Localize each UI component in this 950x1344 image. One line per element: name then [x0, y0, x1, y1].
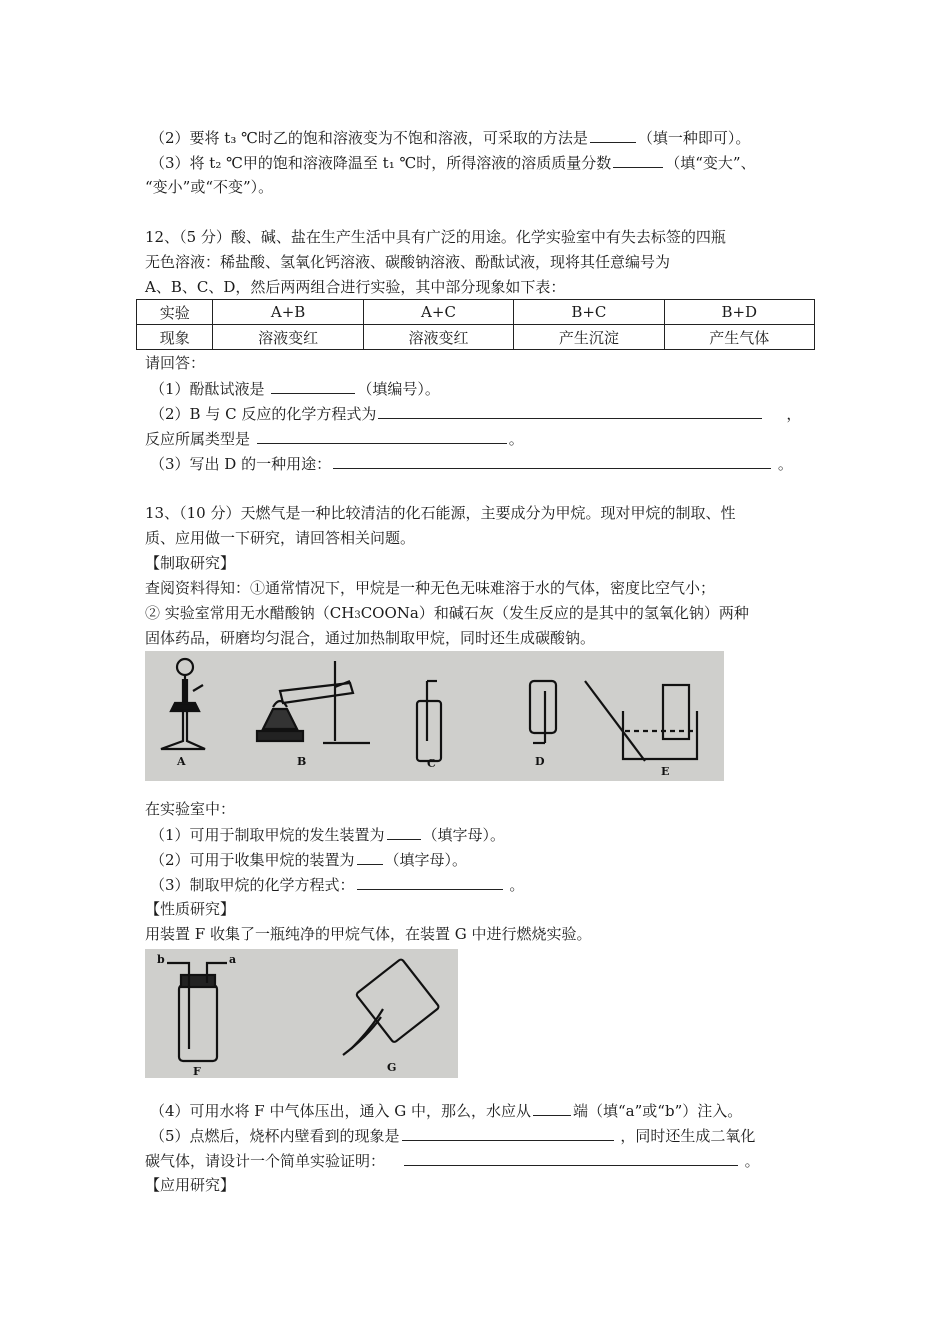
q13-question3: [150, 874, 524, 895]
q13-question2: [150, 849, 467, 870]
q13-question2-text: （2）可用于收集甲烷的装置为: [150, 851, 355, 869]
q13-question5-line2: [145, 1150, 760, 1171]
q13-question1-text: （1）可用于制取甲烷的发生装置为: [150, 826, 385, 844]
q13-intro-line1: 13、（10 分）天燃气是一种比较清洁的化石能源，主要成分为甲烷。现对甲烷的制取、性: [145, 504, 736, 522]
q13-question5-blank[interactable]: [402, 1125, 614, 1141]
q12-intro-line2: 无色溶液：稀盐酸、氢氧化钙溶液、碳酸钠溶液、酚酞试液，现将其任意编号为: [145, 253, 671, 271]
q13-info-line2: [145, 603, 749, 626]
q12-answer1-blank[interactable]: [271, 378, 355, 394]
q13-info-line1: 查阅资料得知：①通常情况下，甲烷是一种无色无味难溶于水的气体，密度比空气小；: [145, 579, 716, 597]
fig1-label-d: D: [535, 755, 545, 768]
fig2-label-g: G: [387, 1061, 397, 1074]
q12-answer2-type-text: 反应所属类型是: [145, 430, 251, 448]
q12-answer2-blank[interactable]: [378, 403, 762, 419]
apparatus-drawing: [145, 651, 724, 781]
q11-part2: [150, 127, 750, 148]
q12-answer1-suffix: （填编号）。: [357, 380, 440, 398]
fig1-label-b: B: [297, 755, 307, 768]
q13-question1-blank[interactable]: [387, 824, 421, 840]
table-row: [137, 325, 815, 350]
q13-lab-heading: 在实验室中：: [145, 800, 236, 818]
q13-question5-suffix: ，同时还生成二氧化: [620, 1127, 756, 1145]
fig2-label-f: F: [193, 1065, 201, 1078]
q13-question4-suffix: 端（填“a”或“b”）注入。: [573, 1102, 743, 1120]
q13-question3-blank[interactable]: [357, 874, 503, 890]
q13-question3-suffix: 。: [509, 876, 525, 894]
q13-question4: [150, 1100, 742, 1121]
table-cell: B+C: [514, 300, 664, 325]
q13-intro-line2: 质、应用做一下研究，请回答相关问题。: [145, 529, 416, 547]
q12-answer2-suffix: ，: [786, 405, 802, 423]
q12-answer1: [150, 378, 440, 399]
table-cell: 溶液变红: [213, 325, 363, 350]
q12-answer3: [150, 453, 793, 474]
q12-answer2-type-suffix: 。: [508, 430, 524, 448]
table-cell: A+B: [213, 300, 363, 325]
apparatus-drawing-fg: [145, 949, 458, 1078]
q12-answer3-text: （3）写出 D 的一种用途：: [150, 455, 332, 473]
q13-question4-blank[interactable]: [533, 1100, 571, 1116]
q13-question2-suffix: （填字母）。: [384, 851, 468, 869]
q11-part3: [150, 152, 756, 173]
apparatus-figure-a-to-e: [145, 651, 724, 781]
q13-question5-text: （5）点燃后，烧杯内壁看到的现象是: [150, 1127, 400, 1145]
q13-question1: [150, 824, 505, 845]
fig1-label-a: A: [177, 755, 186, 768]
apparatus-figure-f-g: [145, 949, 458, 1078]
fig1-label-c: C: [427, 757, 436, 770]
q13-info-line2-a: ② 实验室常用无水醋酸钠（CH: [145, 604, 355, 622]
q13-info-line3: 固体药品，研磨均匀混合，通过加热制取甲烷，同时还生成碳酸钠。: [145, 629, 596, 647]
q12-prompt: 请回答：: [145, 354, 206, 372]
q12-answer1-text: （1）酚酞试液是: [150, 380, 265, 398]
fig1-label-e: E: [661, 765, 670, 778]
q13-question5-proof-suffix: 。: [744, 1152, 760, 1170]
q13-question5: [150, 1125, 755, 1146]
q12-answer2-line2: [145, 428, 524, 449]
section-heading-properties: 【性质研究】: [145, 900, 236, 918]
table-cell: 现象: [137, 325, 213, 350]
q13-question5-proof-text: 碳气体，请设计一个简单实验证明：: [145, 1152, 386, 1170]
q11-part3-line2: “变小”或“不变”）。: [145, 178, 274, 196]
q12-answer2: [150, 403, 801, 424]
q11-part3-suffix: （填“变大”、: [665, 154, 756, 172]
q11-part2-text: （2）要将 t₃ ℃时乙的饱和溶液变为不饱和溶液，可采取的方法是: [150, 129, 588, 147]
table-cell: 实验: [137, 300, 213, 325]
q12-intro-line1: 12、（5 分）酸、碱、盐在生产生活中具有广泛的用途。化学实验室中有失去标签的四瓶: [145, 228, 726, 246]
table-cell: 产生气体: [664, 325, 814, 350]
table-cell: B+D: [664, 300, 814, 325]
q11-part3-text: （3）将 t₂ ℃甲的饱和溶液降温至 t₁ ℃时，所得溶液的溶质质量分数: [150, 154, 612, 172]
table-cell: 产生沉淀: [514, 325, 664, 350]
table-cell: A+C: [363, 300, 513, 325]
q13-question3-text: （3）制取甲烷的化学方程式：: [150, 876, 355, 894]
q12-answer3-blank[interactable]: [333, 453, 771, 469]
q12-answer2-text: （2）B 与 C 反应的化学方程式为: [150, 405, 377, 423]
q13-question4-text: （4）可用水将 F 中气体压出，通入 G 中，那么，水应从: [150, 1102, 532, 1120]
q11-part3-blank[interactable]: [613, 152, 663, 168]
q13-question2-blank[interactable]: [357, 849, 383, 865]
q13-info-line2-b: COONa）和碱石灰（发生反应的是其中的氢氧化钠）两种: [360, 604, 749, 622]
q12-intro-line3: A、B、C、D，然后两两组合进行实验，其中部分现象如下表：: [145, 278, 566, 296]
table-cell: 溶液变红: [363, 325, 513, 350]
q13-question5-proof-blank[interactable]: [404, 1150, 738, 1166]
q12-answer2-type-blank[interactable]: [257, 428, 507, 444]
q13-info-subscript: 3: [354, 610, 361, 621]
q11-part2-suffix: （填一种即可）。: [637, 129, 751, 147]
table-header-row: [137, 300, 815, 325]
fig2-label-b: b: [157, 953, 165, 966]
section-heading-preparation: 【制取研究】: [145, 554, 236, 572]
q11-part2-blank[interactable]: [590, 127, 636, 143]
section-heading-application: 【应用研究】: [145, 1176, 236, 1194]
fig2-label-a: a: [229, 953, 237, 966]
q12-answer3-suffix: 。: [777, 455, 793, 473]
experiment-table: [136, 299, 815, 350]
q13-question1-suffix: （填字母）。: [422, 826, 506, 844]
q13-properties-text: 用装置 F 收集了一瓶纯净的甲烷气体，在装置 G 中进行燃烧实验。: [145, 925, 592, 943]
